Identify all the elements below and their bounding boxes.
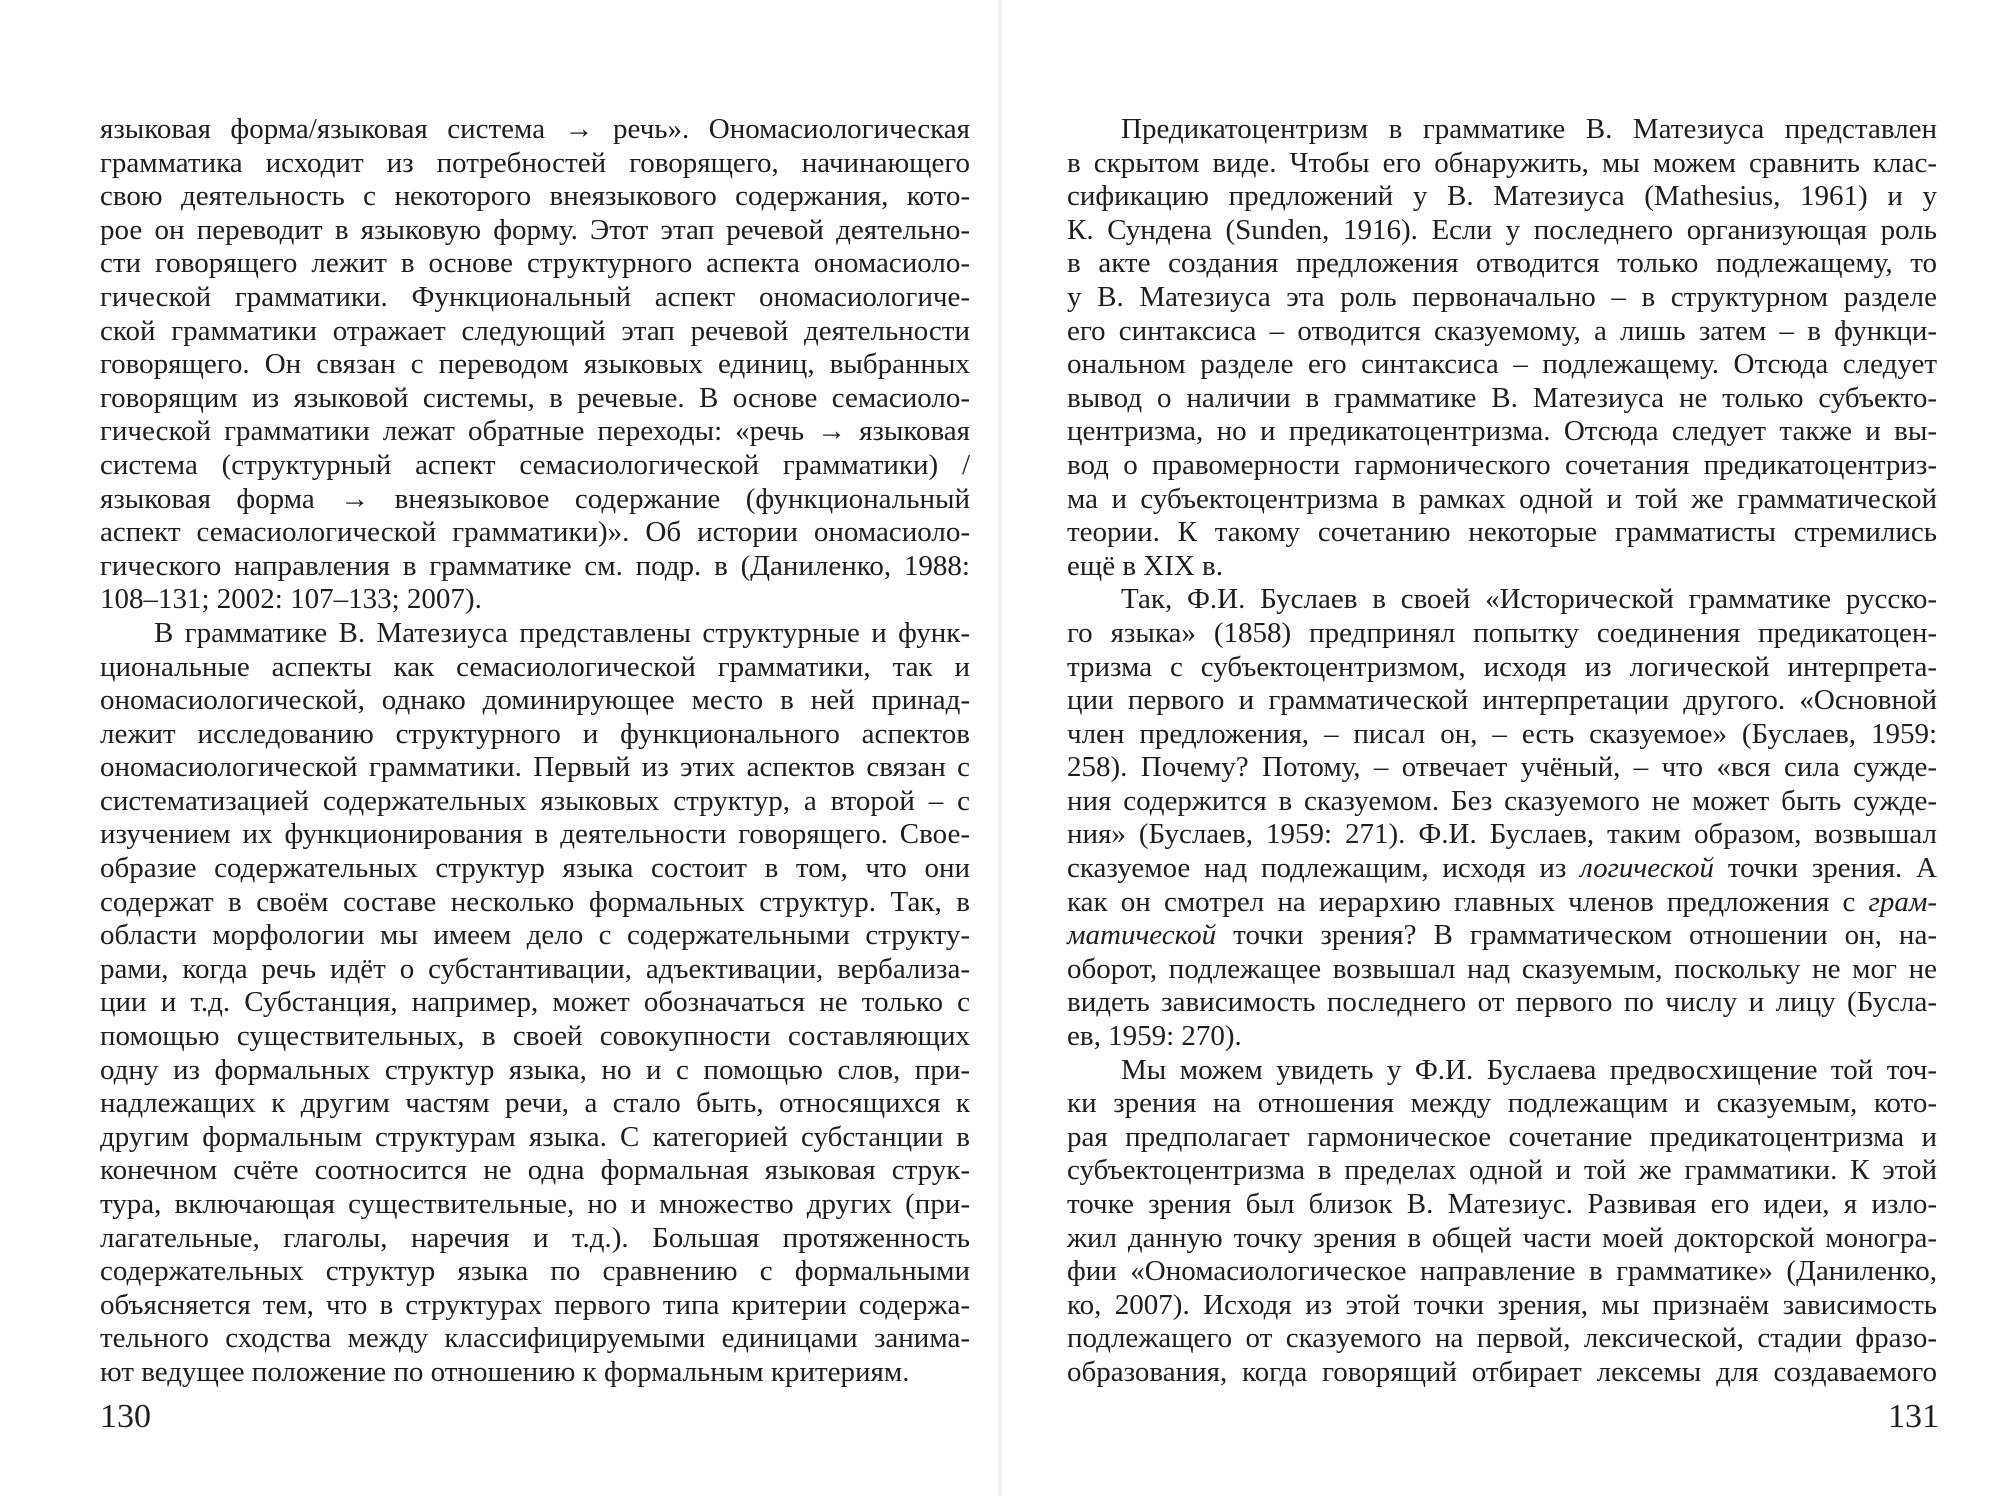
text-line: языковая форма/языковая система → речь». Ономасиологическая xyxy=(100,113,970,145)
text-line-with-italic xyxy=(1067,886,1937,920)
page-left-text xyxy=(100,113,970,1390)
text-line: языковая форма → внеязыковое содержание (функциональный xyxy=(100,482,970,515)
text-line: грамматика исходит из потребностей говорящего, начинающего xyxy=(100,146,970,179)
text-line: вод о правомерности гармонического сочетания предикатоцентриз- xyxy=(1067,448,1937,481)
text-line: тура, включающая существительные, но и множество других (при- xyxy=(100,1188,970,1220)
text-line: ции и т.д. Субстанция, например, может обозначаться не только с xyxy=(100,986,970,1019)
text-line: образования, когда говорящий отбирает лексемы для создаваемого xyxy=(1067,1355,1937,1388)
text-line: образие содержательных структур языка состоит в том, что они xyxy=(100,852,970,885)
text-line: гической грамматики лежат обратные переходы: «речь → языковая xyxy=(100,415,970,448)
text-line: точке зрения был близок В. Матезиус. Развивая его идеи, я изло- xyxy=(1067,1188,1937,1220)
text-line: сти говорящего лежит в основе структурного аспекта ономасиоло- xyxy=(100,247,970,280)
italic-term: логической xyxy=(1580,852,1715,885)
text-line: надлежащих к другим частям речи, а стало быть, относящихся к xyxy=(100,1087,970,1120)
page-right-text xyxy=(1067,113,1937,1390)
text-line: го языка» (1858) предпринял попытку соединения предикатоцен- xyxy=(1067,616,1937,649)
text-line: говорящим из языковой системы, в речевые. В основе семасиоло- xyxy=(100,381,970,414)
text-segment: как он смотрел на иерархию главных членов предложения с xyxy=(1067,885,1869,918)
text-line: ономасиологической грамматики. Первый из этих аспектов связан с xyxy=(100,751,970,784)
text-line: фии «Ономасиологическое направление в грамматике» (Даниленко, xyxy=(1067,1255,1937,1288)
text-line: член предложения, – писал он, – есть сказуемое» (Буслаев, 1959: xyxy=(1067,717,1937,750)
text-line: Так, Ф.И. Буслаев в своей «Исторической грамматике русско- xyxy=(1121,583,1937,616)
text-line: у В. Матезиуса эта роль первоначально – в структурном разделе xyxy=(1067,280,1937,313)
text-segment: сказуемое над подлежащим, исходя из xyxy=(1067,852,1581,885)
text-line: подлежащего от сказуемого на первой, лексической, стадии фразо- xyxy=(1067,1322,1937,1355)
text-line: гической грамматики. Функциональный аспект ономасиологиче- xyxy=(100,280,970,313)
text-line: субъектоцентризма в пределах одной и той же грамматики. К этой xyxy=(1067,1154,1937,1187)
text-line: ции первого и грамматической интерпретации другого. «Основной xyxy=(1067,684,1937,717)
text-line-with-italic xyxy=(1067,852,1937,886)
text-line: в акте создания предложения отводится только подлежащему, то xyxy=(1067,247,1937,280)
text-line: лагательные, глаголы, наречия и т.д.). Большая протяженность xyxy=(100,1221,970,1254)
text-line: изучением их функционирования в деятельности говорящего. Свое- xyxy=(100,818,970,851)
text-line: рое он переводит в языковую форму. Этот этап речевой деятельно- xyxy=(100,213,970,246)
text-line: оборот, подлежащее возвышал над сказуемым, поскольку не мог не xyxy=(1067,952,1937,985)
text-line: гического направления в грамматике см. подр. в (Даниленко, 1988: xyxy=(100,549,970,582)
text-line: К. Сундена (Sunden, 1916). Если у последнего организующая роль xyxy=(1067,213,1937,246)
text-line: содержат в своём составе несколько формальных структур. Так, в xyxy=(100,885,970,918)
text-line: вывод о наличии в грамматике В. Матезиуса не только субъекто- xyxy=(1067,381,1937,414)
text-line: тельного сходства между классифицируемыми единицами занима- xyxy=(100,1322,970,1355)
text-line: помощью существительных, в своей совокупности составляющих xyxy=(100,1020,970,1053)
text-line: одну из формальных структур языка, но и с помощью слов, при- xyxy=(100,1053,970,1086)
text-line: центризма, но и предикатоцентризма. Отсюда следует также и вы- xyxy=(1067,415,1937,448)
text-line: жил данную точку зрения в общей части моей докторской моногра- xyxy=(1067,1221,1937,1254)
text-line: Предикатоцентризм в грамматике В. Матезиуса представлен xyxy=(1121,113,1937,145)
text-segment: точки зрения? В грамматическом отношении он, на- xyxy=(1216,919,1937,952)
text-line: области морфологии мы имеем дело с содержательными структу- xyxy=(100,919,970,952)
text-line: 108–131; 2002: 107–133; 2007). xyxy=(100,583,482,616)
text-line: другим формальным структурам языка. С категорией субстанции в xyxy=(100,1120,970,1153)
text-line: свою деятельность с некоторого внеязыкового содержания, кото- xyxy=(100,180,970,213)
text-line: систематизацией содержательных языковых структур, а второй – с xyxy=(100,784,970,817)
text-line: Мы можем увидеть у Ф.И. Буслаева предвосхищение той точ- xyxy=(1121,1053,1937,1086)
text-line: объясняется тем, что в структурах первого типа критерии содержа- xyxy=(100,1288,970,1321)
book-gutter xyxy=(997,0,1003,1496)
text-line: содержательных структур языка по сравнению с формальными xyxy=(100,1255,970,1288)
text-segment: точки зрения. А xyxy=(1714,852,1937,885)
text-line: сификацию предложений у В. Матезиуса (Mathesius, 1961) и у xyxy=(1067,180,1937,213)
page-number-right: 131 xyxy=(1888,1398,1939,1435)
text-line: рая предполагает гармоническое сочетание предикатоцентризма и xyxy=(1067,1120,1937,1153)
text-line: ко, 2007). Исходя из этой точки зрения, мы признаём зависимость xyxy=(1067,1288,1937,1321)
page-number-left: 130 xyxy=(100,1398,151,1435)
text-line: ния» (Буслаев, 1959: 271). Ф.И. Буслаев, таким образом, возвышал xyxy=(1067,818,1937,851)
text-line: ма и субъектоцентризма в рамках одной и той же грамматической xyxy=(1067,482,1937,515)
text-line: ев, 1959: 270). xyxy=(1067,1020,1242,1053)
text-line: рами, когда речь идёт о субстантивации, адъективации, вербализа- xyxy=(100,952,970,985)
text-line: говорящего. Он связан с переводом языковых единиц, выбранных xyxy=(100,348,970,381)
text-line: ской грамматики отражает следующий этап речевой деятельности xyxy=(100,314,970,347)
text-line: видеть зависимость последнего от первого по числу и лицу (Бусла- xyxy=(1067,986,1937,1019)
text-line: его синтаксиса – отводится сказуемому, а лишь затем – в функци- xyxy=(1067,314,1937,347)
text-line: теории. К такому сочетанию некоторые грамматисты стремились xyxy=(1067,516,1937,549)
text-line: тризма с субъектоцентризмом, исходя из логической интерпрета- xyxy=(1067,650,1937,683)
text-line: ки зрения на отношения между подлежащим и сказуемым, кото- xyxy=(1067,1087,1937,1120)
text-line: ональном разделе его синтаксиса – подлежащему. Отсюда следует xyxy=(1067,348,1937,381)
text-line-with-italic xyxy=(1067,919,1937,953)
text-line: циональные аспекты как семасиологической грамматики, так и xyxy=(100,650,970,683)
text-line: аспект семасиологической грамматики)». Об истории ономасиоло- xyxy=(100,516,970,549)
italic-term: матической xyxy=(1067,919,1217,952)
text-line: ния содержится в сказуемом. Без сказуемого не может быть сужде- xyxy=(1067,784,1937,817)
italic-term: грам- xyxy=(1868,885,1937,918)
text-line: система (структурный аспект семасиологической грамматики) / xyxy=(100,448,970,481)
text-line: лежит исследованию структурного и функционального аспектов xyxy=(100,717,970,750)
text-line: ют ведущее положение по отношению к формальным критериям. xyxy=(100,1355,910,1388)
text-line: конечном счёте соотносится не одна формальная языковая струк- xyxy=(100,1154,970,1187)
text-line: 258). Почему? Потому, – отвечает учёный, – что «вся сила сужде- xyxy=(1067,751,1937,784)
text-line: ономасиологической, однако доминирующее место в ней принад- xyxy=(100,684,970,717)
text-line: ещё в XIX в. xyxy=(1067,549,1224,582)
text-line: в скрытом виде. Чтобы его обнаружить, мы можем сравнить клас- xyxy=(1067,146,1937,179)
text-line: В грамматике В. Матезиуса представлены структурные и функ- xyxy=(154,616,970,649)
